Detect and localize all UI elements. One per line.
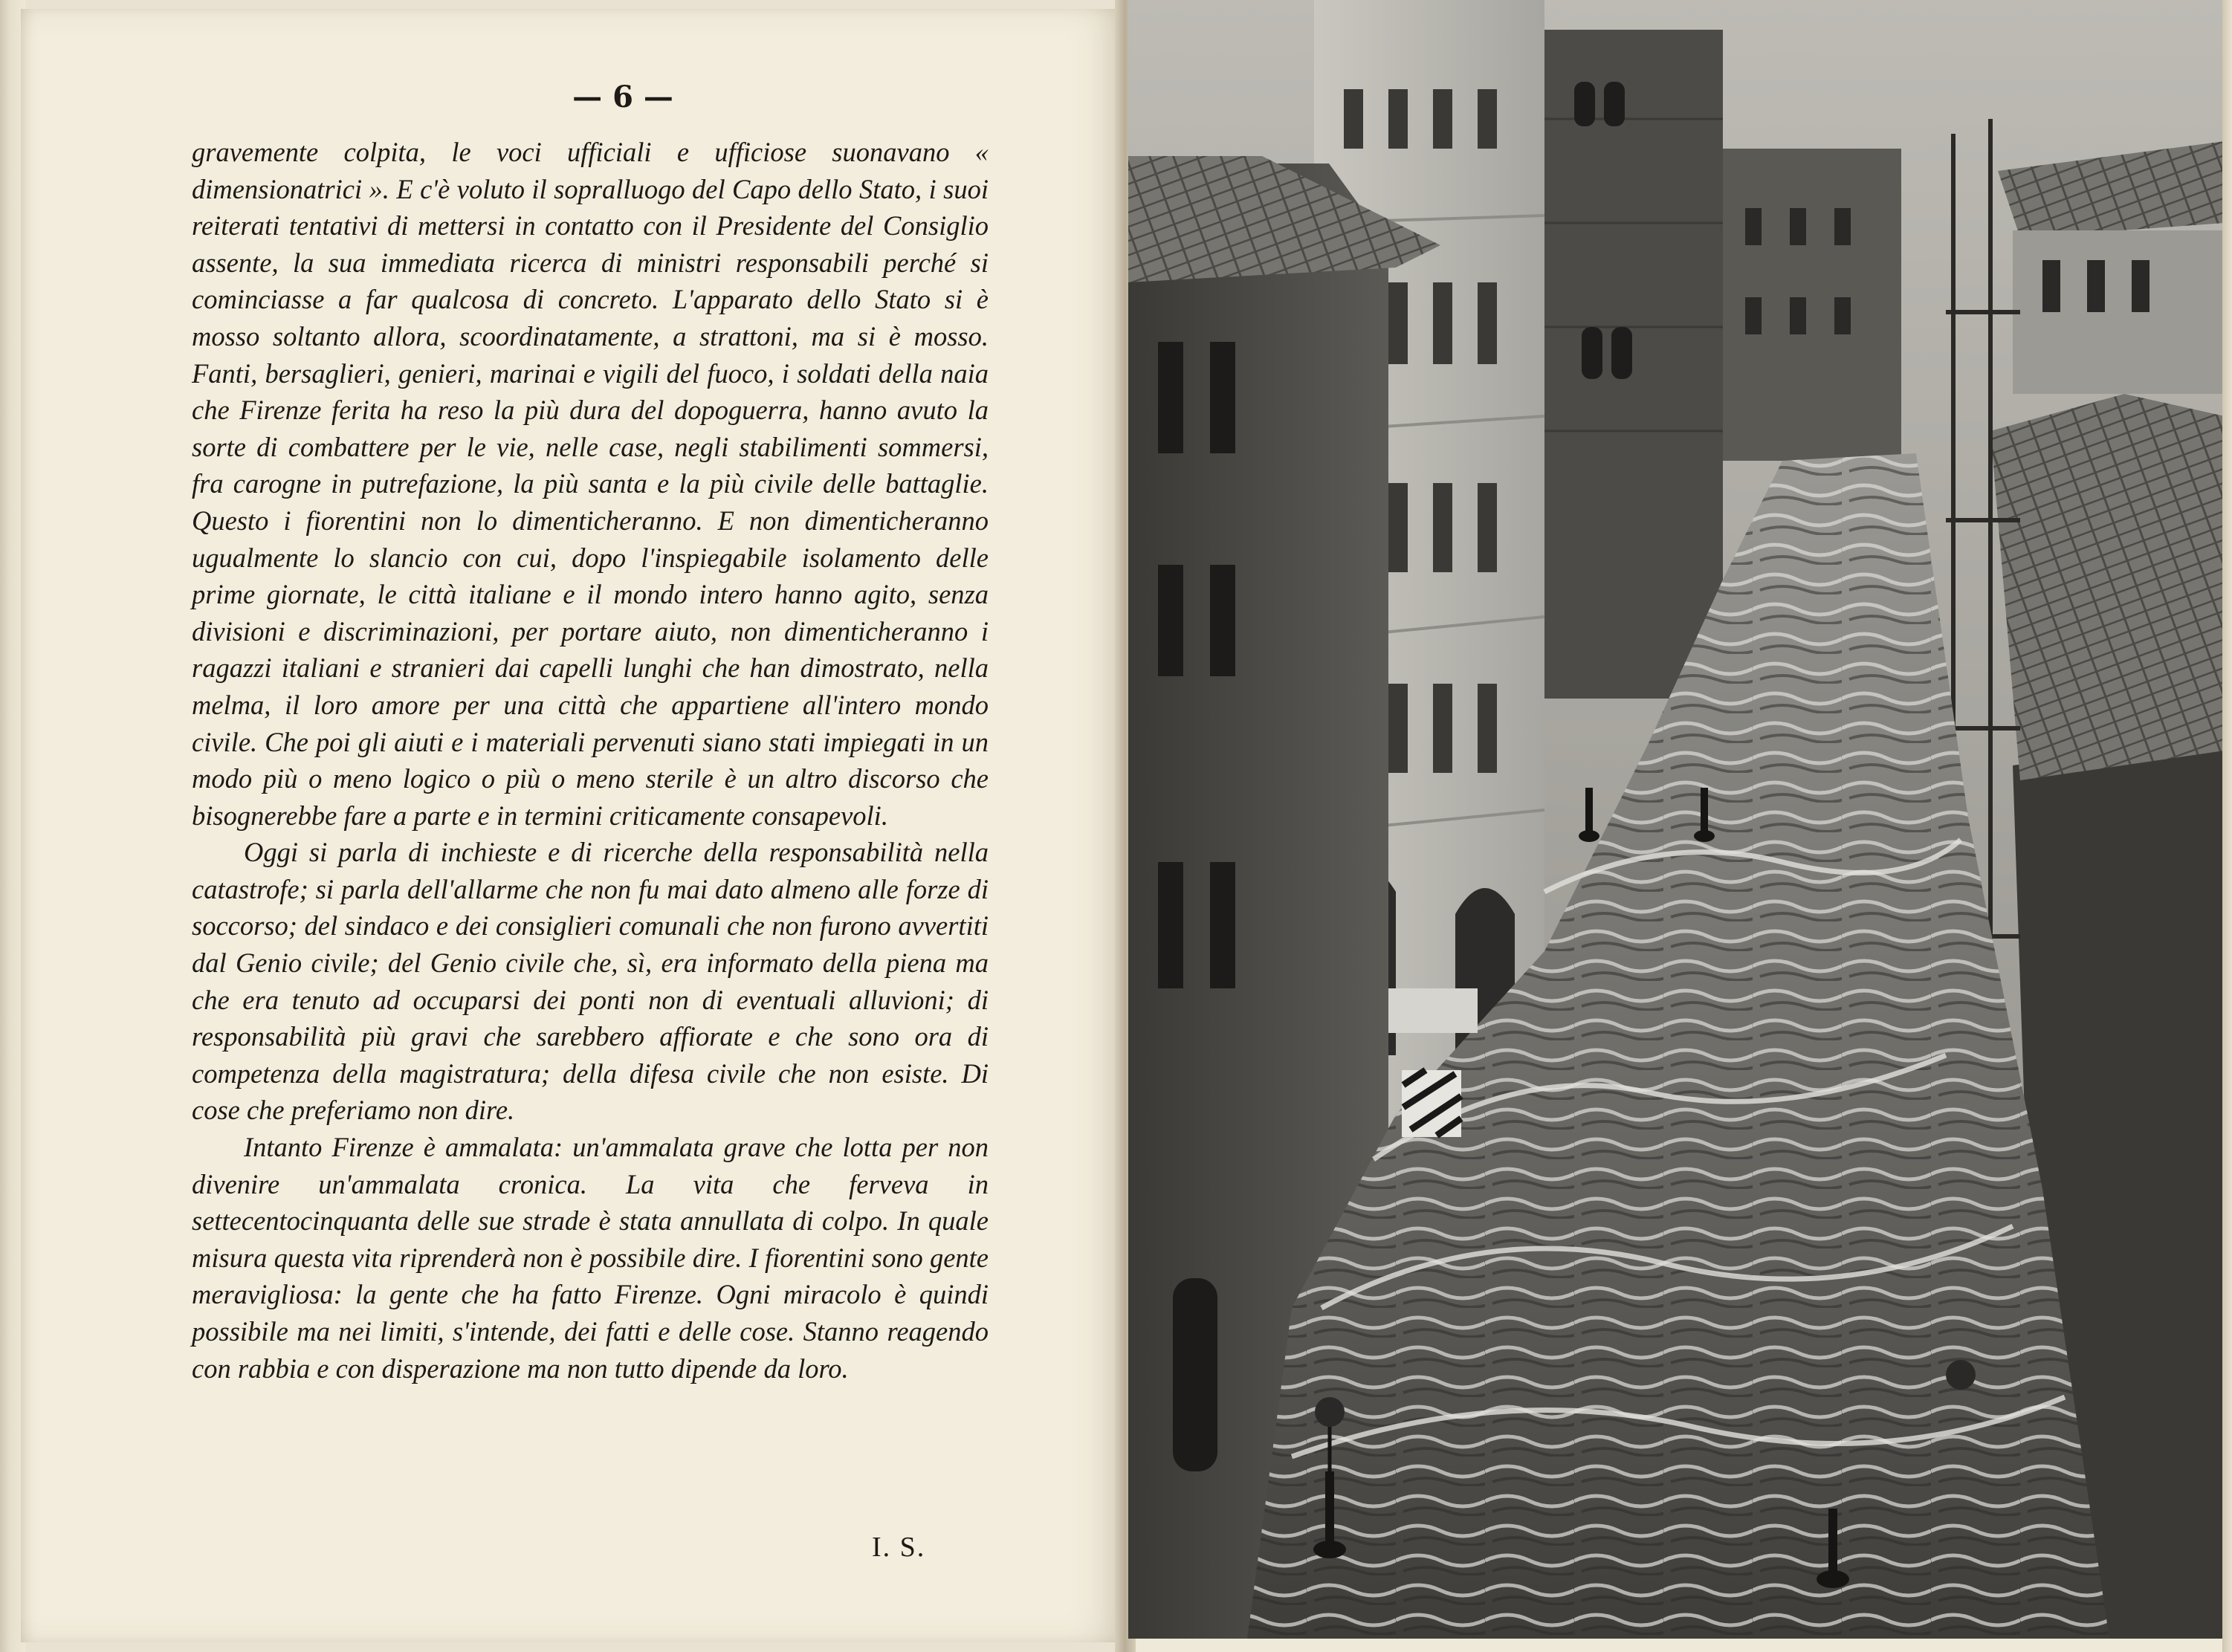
author-initials: I. S. [872, 1532, 926, 1563]
article-text [192, 134, 989, 1387]
paragraph-1: gravemente colpita, le voci ufficiali e ufficiose suonavano « dimensionatrici ». E c'è voluto il sopralluogo del Capo dello Stato, i suoi reiterati tentativi di mettersi in contatto con il Presidente del Consiglio assente, la sua immediata ricerca di ministri responsabili perché si cominciasse a far qualcosa di concreto. L'apparato dello Stato si è mosso soltanto allora, scoordinatamente, a strattoni, ma si è mosso. Fanti, bersaglieri, genieri, marinai e vigili del fuoco, i soldati della naia che Firenze ferita ha reso la più dura del dopoguerra, hanno avuto la sorte di combattere per le vie, nelle case, negli stabilimenti sommersi, fra carogne in putrefazione, la più santa e la più civile delle battaglie. Questo i fiorentini non lo dimenticheranno. E non dimenticheranno ugualmente lo slancio con cui, dopo l'inspiegabile isolamento delle prime giornate, le città italiane e il mondo intero hanno agito, senza divisioni e discriminazioni, per portare aiuto, non dimenticheranno i ragazzi italiani e stranieri dai capelli lunghi che han dimostrato, nella melma, il loro amore per una città che appartiene all'intero mondo civile. Che poi gli aiuti e i materiali pervenuti siano stati impiegati in un modo più o meno logico o più o meno sterile è un altro discorso che bisognerebbe fare a parte e in termini criticamente consapevoli. [192, 137, 989, 831]
left-page [21, 9, 1128, 1642]
paragraph-2: Oggi si parla di inchieste e di ricerche della responsabilità nella catastrofe; si parla dell'allarme che non fu mai dato almeno alle forze di soccorso; del sindaco e dei consiglieri comunali che non furono avvertiti dal Genio civile; del Genio civile che, sì, era informato della piena ma che era tenuto ad occuparsi dei ponti non di eventuali alluvioni; di responsabilità più gravi che sarebbero affiorate e che sono ora di competenza della magistratura; della difesa civile che non esiste. Di cose che preferiamo non dire. [192, 837, 989, 1126]
paragraph-3: Intanto Firenze è ammalata: un'ammalata grave che lotta per non divenire un'ammalata cronica. La vita che ferveva in settecentocinquanta delle sue strade è stata annullata di colpo. In quale misura questa vita riprenderà non è possibile dire. I fiorentini sono gente meravigliosa: la gente che ha fatto Firenze. Ogni miracolo è quindi possibile ma nei limiti, s'intende, dei fatti e delle cose. Stanno reagendo con rabbia e con disperazione ma non tutto dipende da loro. [192, 1132, 989, 1384]
book-edge-right [2222, 0, 2232, 1652]
page-number: — 6 — [572, 80, 673, 114]
flooded-street-photograph [1128, 0, 2225, 1639]
